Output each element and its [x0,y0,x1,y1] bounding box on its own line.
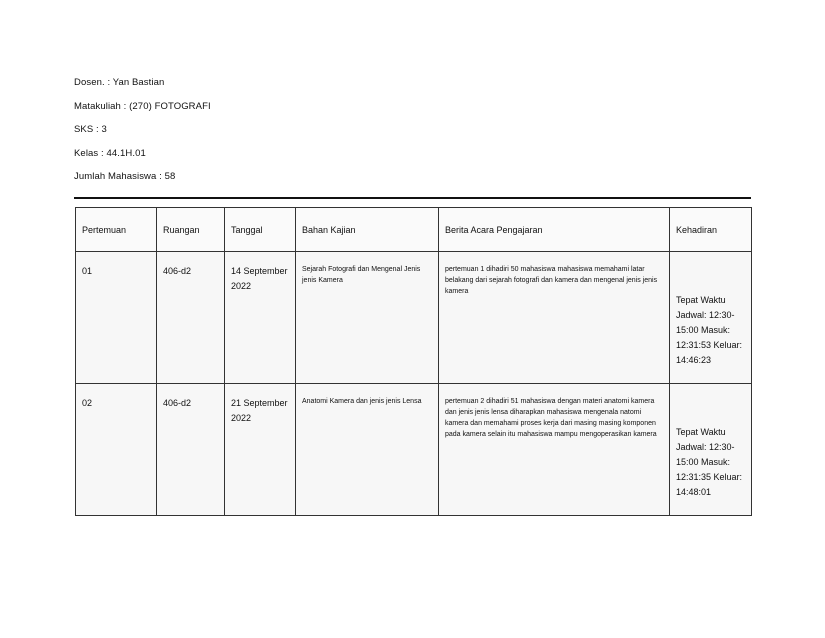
pertemuan-cell: 01 [76,252,157,384]
berita-acara-cell: pertemuan 1 dihadiri 50 mahasiswa mahasiswa memahami latar belakang dari sejarah fotografi dan kamera dan mengenal jenis jenis kamera [439,252,670,384]
table-row [76,252,752,384]
header-divider [74,197,751,199]
sks-label: SKS : 3 [74,124,107,135]
table-header-row [76,208,752,252]
kehadiran-cell: Tepat Waktu Jadwal: 12:30-15:00 Masuk: 12:31:53 Keluar: 14:46:23 [670,252,752,384]
dosen-label: Dosen. : Yan Bastian [74,77,165,88]
kelas-label: Kelas : 44.1H.01 [74,148,146,159]
column-header: Berita Acara Pengajaran [439,208,670,252]
tanggal-cell: 14 September 2022 [225,252,296,384]
ruangan-cell: 406-d2 [157,252,225,384]
column-header: Bahan Kajian [296,208,439,252]
column-header: Pertemuan [76,208,157,252]
table-row [76,384,752,516]
jumlah-mahasiswa-label: Jumlah Mahasiswa : 58 [74,171,176,182]
attendance-table [75,207,752,516]
ruangan-cell: 406-d2 [157,384,225,516]
kehadiran-cell: Tepat Waktu Jadwal: 12:30-15:00 Masuk: 12:31:35 Keluar: 14:48:01 [670,384,752,516]
column-header: Kehadiran [670,208,752,252]
matakuliah-label: Matakuliah : (270) FOTOGRAFI [74,101,211,112]
bahan-kajian-cell: Sejarah Fotografi dan Mengenal Jenis jenis Kamera [296,252,439,384]
pertemuan-cell: 02 [76,384,157,516]
bahan-kajian-cell: Anatomi Kamera dan jenis jenis Lensa [296,384,439,516]
berita-acara-cell: pertemuan 2 dihadiri 51 mahasiswa dengan materi anatomi kamera dan jenis jenis lensa diharapkan mahasiswa mengenala natomi kamera dan memahami proses kerja dari masing masing komponen pada kamera selain itu mahasiswa mampu mengoperasikan kamera [439,384,670,516]
column-header: Tanggal [225,208,296,252]
column-header: Ruangan [157,208,225,252]
tanggal-cell: 21 September 2022 [225,384,296,516]
